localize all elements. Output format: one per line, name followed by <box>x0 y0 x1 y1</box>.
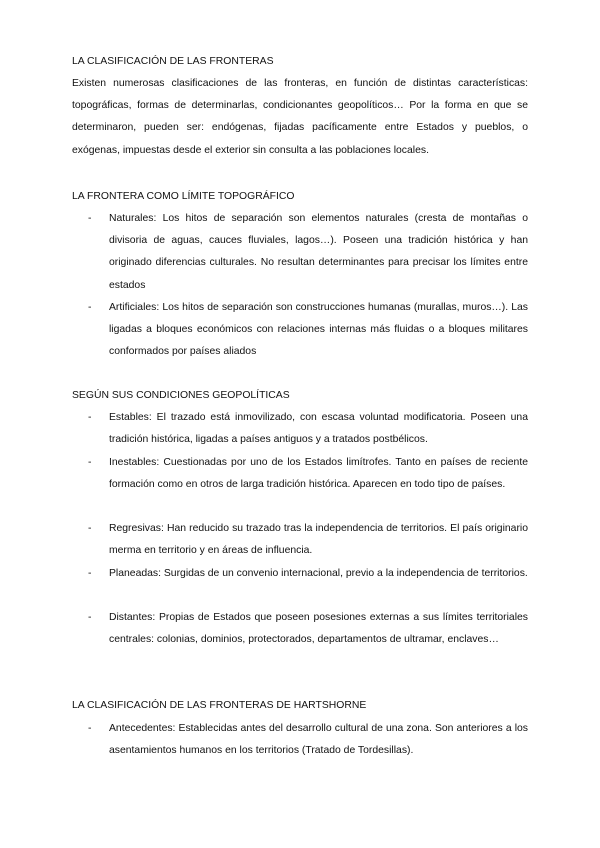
section-heading-clasificacion: LA CLASIFICACIÓN DE LAS FRONTERAS <box>72 56 274 67</box>
bullet-dash: - <box>88 568 92 579</box>
intro-paragraph: Existen numerosas clasificaciones de las fronteras, en función de distintas características: topográficas, formas de determinarlas, condicionantes geopolíticos… Por la forma en que se determinaron, pueden ser: endógenas, fijadas pacíficamente entre Estados y pueblos, o exógenas, impuestas desde el exterior sin consulta a las poblaciones locales. <box>72 78 528 156</box>
section-heading-topografico: LA FRONTERA COMO LÍMITE TOPOGRÁFICO <box>72 191 295 202</box>
section-heading-hartshorne: LA CLASIFICACIÓN DE LAS FRONTERAS DE HARTSHORNE <box>72 700 367 711</box>
list-item-text: Naturales: Los hitos de separación son elementos naturales (cresta de montañas o divisoria de aguas, cauces fluviales, lagos…). Poseen una tradición histórica y han originado diferencias culturales. No resultan determinantes para precisar los límites entre estados <box>109 213 528 291</box>
bullet-dash: - <box>88 302 92 313</box>
bullet-dash: - <box>88 412 92 423</box>
list-item-text: Inestables: Cuestionadas por uno de los Estados limítrofes. Tanto en países de reciente formación como en otros de larga tradición histórica. Aparecen en todo tipo de países. <box>109 457 528 491</box>
list-item-text: Planeadas: Surgidas de un convenio internacional, previo a la independencia de territorios. <box>109 568 528 579</box>
bullet-dash: - <box>88 612 92 623</box>
list-item-text: Artificiales: Los hitos de separación son construcciones humanas (murallas, muros…). Las ligadas a bloques económicos con relaciones internas más fluidas o a bloques militares conformados por países aliados <box>109 302 528 358</box>
bullet-dash: - <box>88 723 92 734</box>
list-item-text: Antecedentes: Establecidas antes del desarrollo cultural de una zona. Son anteriores a los asentamientos humanos en los territorios (Tratado de Tordesillas). <box>109 723 528 757</box>
section-heading-geopoliticas: SEGÚN SUS CONDICIONES GEOPOLÍTICAS <box>72 390 290 401</box>
list-item-text: Estables: El trazado está inmovilizado, con escasa voluntad modificatoria. Poseen una tradición histórica, ligadas a países antiguos y a tratados postbélicos. <box>109 412 528 446</box>
list-item-text: Regresivas: Han reducido su trazado tras la independencia de territorios. El país originario merma en territorio y en áreas de influencia. <box>109 523 528 557</box>
bullet-dash: - <box>88 523 92 534</box>
list-item-text: Distantes: Propias de Estados que poseen posesiones externas a sus límites territoriales centrales: colonias, dominios, protectorados, departamentos de ultramar, enclaves… <box>109 612 528 646</box>
bullet-dash: - <box>88 213 92 224</box>
bullet-dash: - <box>88 457 92 468</box>
